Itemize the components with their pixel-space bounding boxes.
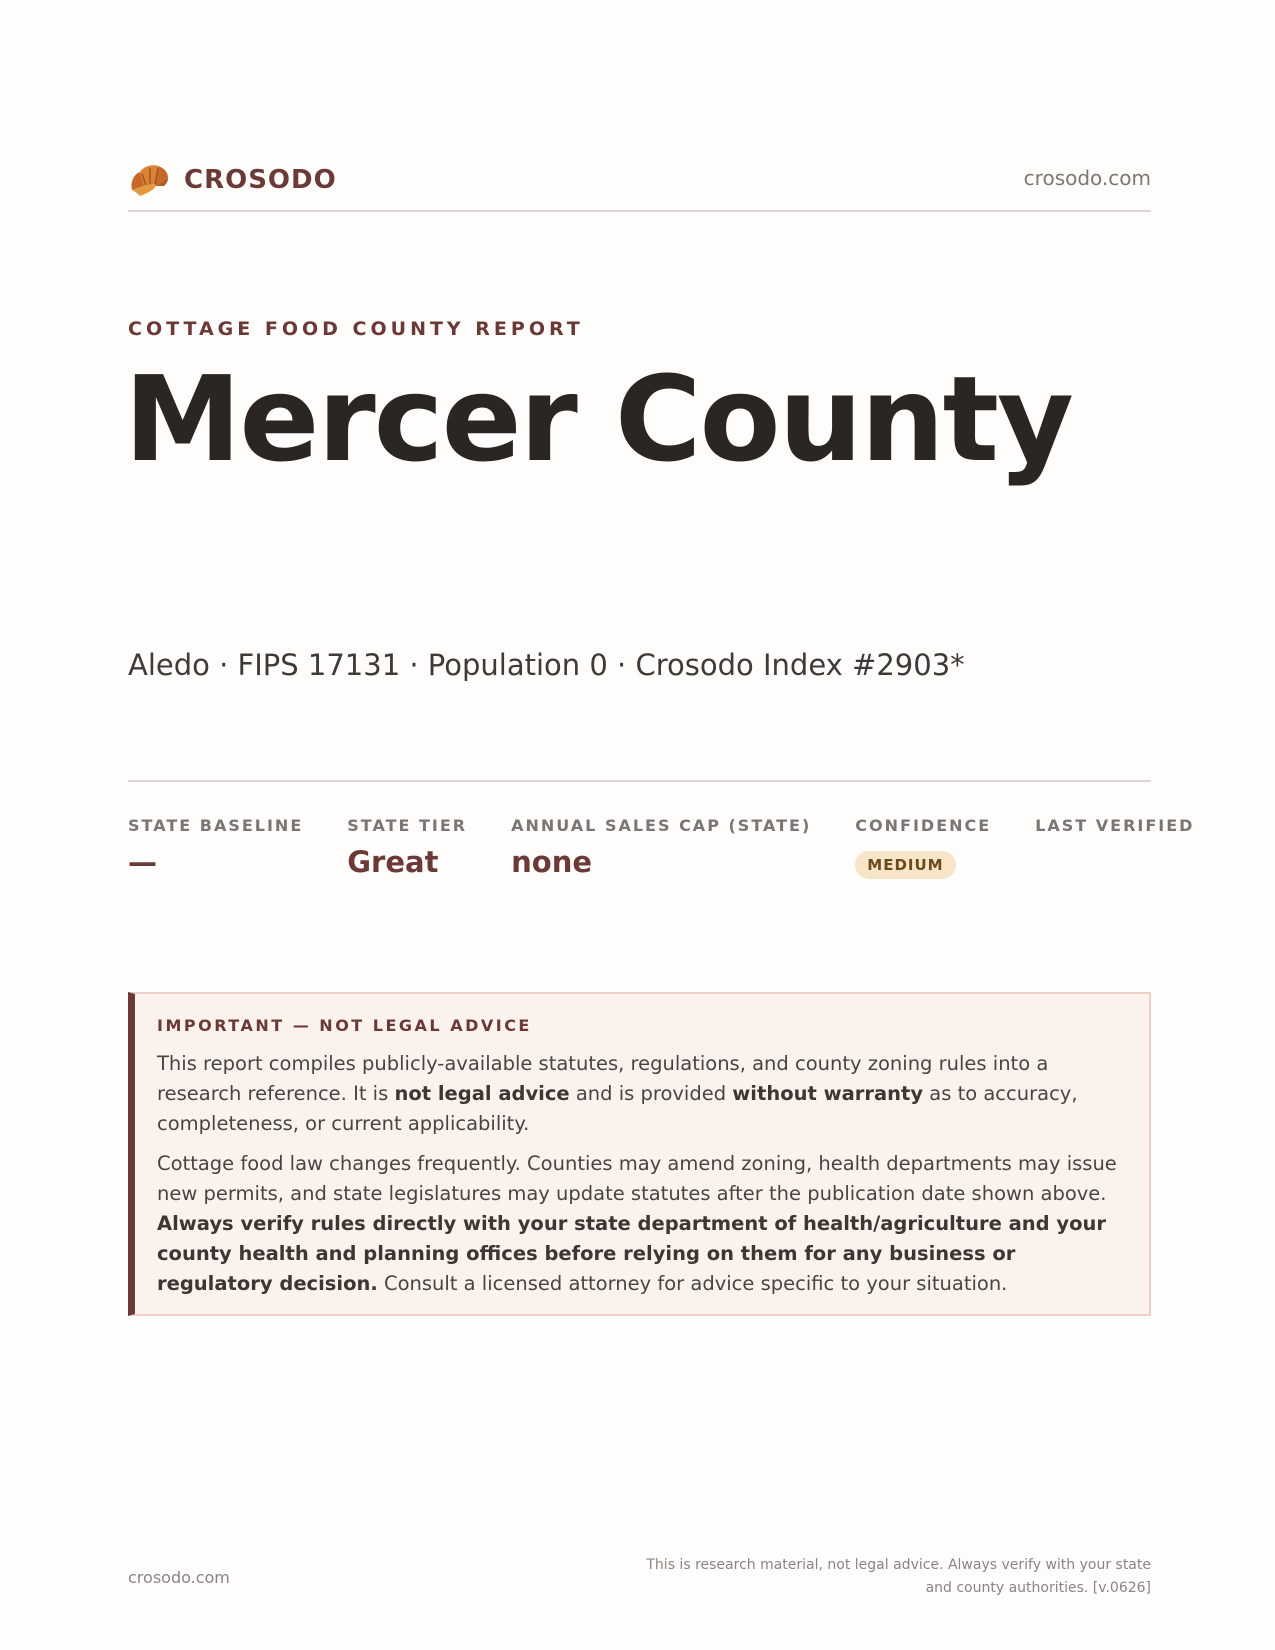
county-subtitle: Aledo · FIPS 17131 · Population 0 · Crosodo Index #2903*	[128, 648, 965, 682]
confidence-badge: MEDIUM	[855, 851, 955, 879]
notice-emphasis: not legal advice	[394, 1082, 570, 1105]
notice-text: and is provided	[569, 1082, 733, 1105]
notice-title: IMPORTANT — NOT LEGAL ADVICE	[157, 1016, 532, 1035]
notice-paragraph-2	[157, 1149, 1123, 1299]
notice-text: Consult a licensed attorney for advice specific to your situation.	[377, 1272, 1008, 1295]
stat-annual-sales-cap	[511, 816, 811, 879]
stat-label: ANNUAL SALES CAP (STATE)	[511, 816, 812, 835]
stat-value: none	[511, 845, 593, 879]
stat-label: CONFIDENCE	[855, 816, 992, 835]
page-header	[128, 160, 1151, 212]
footer-url[interactable]: crosodo.com	[128, 1568, 230, 1587]
stat-value: Great	[347, 845, 439, 879]
stat-label: STATE BASELINE	[128, 816, 304, 835]
page-title: Mercer County	[124, 350, 1072, 488]
stats-row	[128, 780, 1195, 879]
report-eyebrow: COTTAGE FOOD COUNTY REPORT	[128, 318, 584, 340]
notice-emphasis: without warranty	[732, 1082, 924, 1105]
stat-state-baseline	[128, 816, 303, 879]
croissant-icon	[128, 160, 170, 200]
stat-confidence	[855, 816, 991, 879]
notice-paragraph-1	[157, 1049, 1123, 1139]
notice-text: as to accuracy, completeness, or current applicability.	[157, 1082, 1078, 1135]
footer-disclaimer-line: This is research material, not legal advice. Always verify with your state	[646, 1557, 1151, 1573]
stat-state-tier	[347, 816, 467, 879]
stat-value: —	[128, 845, 157, 879]
notice-emphasis: Always verify rules directly with your state department of health/agriculture and your county health and planning offices before relying on them for any business or regulatory decision.	[157, 1212, 1107, 1295]
brand-name: CROSODO	[184, 165, 337, 195]
stat-last-verified	[1035, 816, 1194, 879]
notice-text: This report compiles publicly-available statutes, regulations, and county zoning rules into a research reference. It is	[157, 1052, 1049, 1105]
footer-disclaimer-line: and county authorities. [v.0626]	[925, 1580, 1151, 1596]
report-page	[124, 0, 1195, 1650]
brand[interactable]	[128, 160, 337, 200]
notice-text: Cottage food law changes frequently. Counties may amend zoning, health departments may issue new permits, and state legislatures may update statutes after the publication date shown above.	[157, 1152, 1117, 1205]
stat-label: STATE TIER	[347, 816, 468, 835]
stat-label: LAST VERIFIED	[1035, 816, 1195, 835]
header-url[interactable]: crosodo.com	[1023, 166, 1151, 190]
legal-notice	[128, 992, 1151, 1316]
footer-disclaimer	[631, 1554, 1151, 1600]
